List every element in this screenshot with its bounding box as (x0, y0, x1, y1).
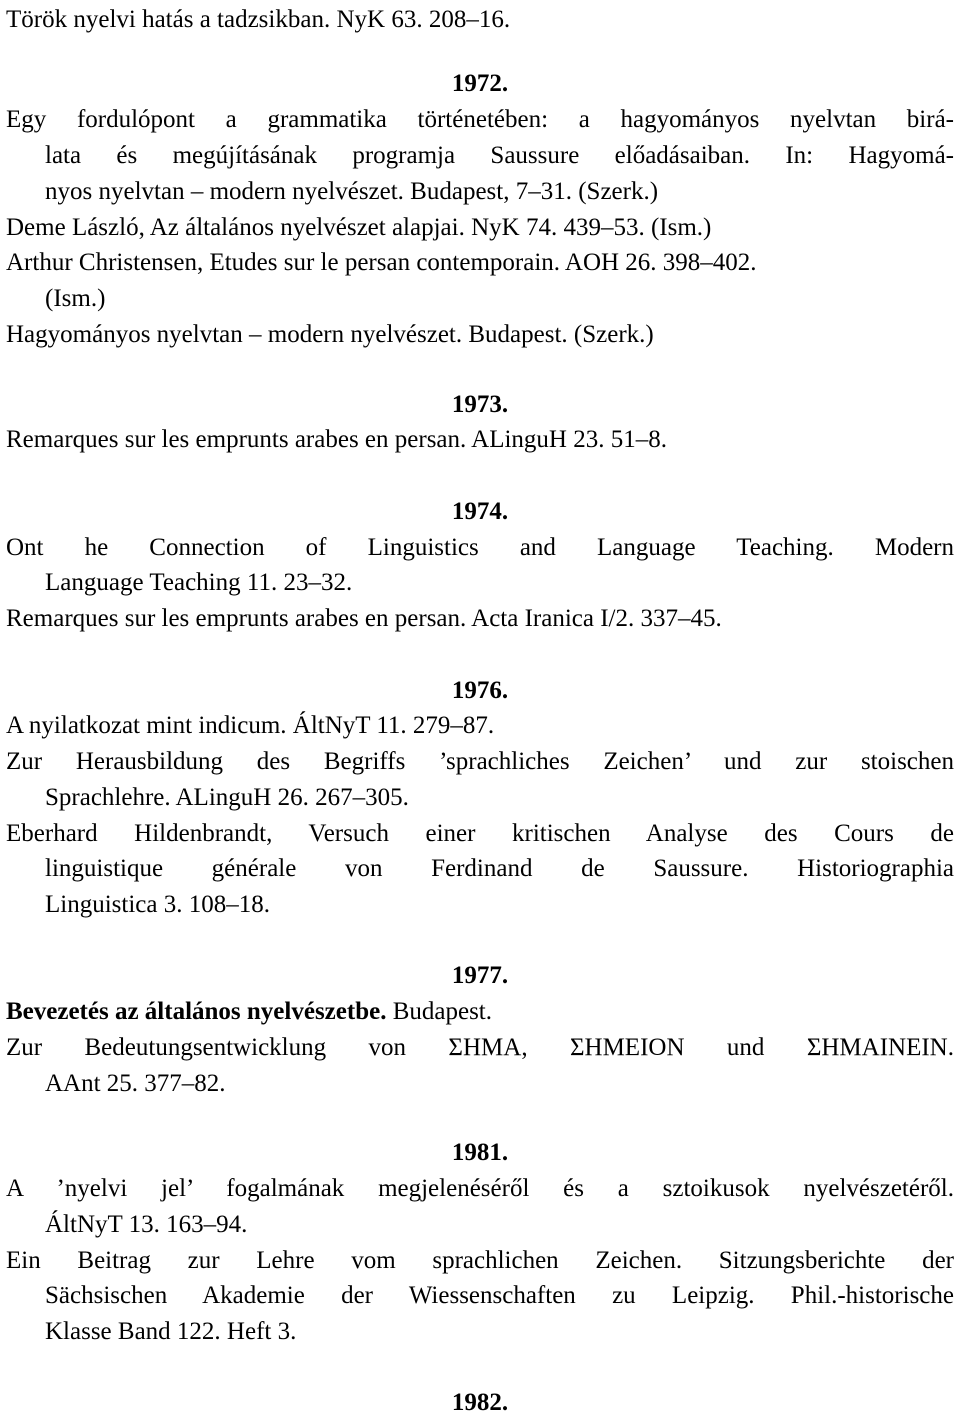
book-place: Budapest. (386, 998, 492, 1025)
entry-line: Linguistica 3. 108–18. (45, 891, 270, 918)
entry-line: Zur Bedeutungsentwicklung von ΣΗΜΑ, ΣΗΜΕΙΟΝ und ΣΗΜΑΙΝΕΙΝ. (6, 1034, 954, 1061)
entry-line: nyos nyelvtan – modern nyelvészet. Budapest, 7–31. (Szerk.) (45, 178, 659, 205)
entry-line: Eberhard Hildenbrandt, Versuch einer kritischen Analyse des Cours de (6, 820, 954, 847)
entry-line: AAnt 25. 377–82. (45, 1070, 226, 1097)
entry-line: Ont he Connection of Linguistics and Language Teaching. Modern (6, 534, 954, 561)
entry-line: Sprachlehre. ALinguH 26. 267–305. (45, 784, 409, 811)
entry-line: (Ism.) (45, 285, 106, 312)
entry-line: Hagyományos nyelvtan – modern nyelvészet. Budapest. (Szerk.) (6, 321, 654, 348)
entry-line: Remarques sur les emprunts arabes en persan. Acta Iranica I/2. 337–45. (6, 605, 722, 632)
year-heading-1974: 1974. (451, 498, 509, 525)
entry-line: Sächsischen Akademie der Wiessenschaften zu Leipzig. Phil.-historische (45, 1282, 954, 1309)
entry-line: Language Teaching 11. 23–32. (45, 569, 353, 596)
entry-line (6, 995, 954, 1028)
entry-line: Ein Beitrag zur Lehre vom sprachlichen Zeichen. Sitzungsberichte der (6, 1247, 954, 1274)
entry-line: Zur Herausbildung des Begriffs ’sprachliches Zeichen’ und zur stoischen (6, 748, 954, 775)
entry-line: Török nyelvi hatás a tadzsikban. NyK 63. 208–16. (6, 6, 511, 33)
entry-line: A nyilatkozat mint indicum. ÁltNyT 11. 279–87. (6, 712, 495, 739)
entry-line: Egy fordulópont a grammatika történetében: a hagyományos nyelvtan birá- (6, 106, 954, 133)
entry-line: Klasse Band 122. Heft 3. (45, 1318, 297, 1345)
entry-line: Deme László, Az általános nyelvészet alapjai. NyK 74. 439–53. (Ism.) (6, 214, 712, 241)
entry-line: ÁltNyT 13. 163–94. (45, 1211, 248, 1238)
entry-line: A ’nyelvi jel’ fogalmának megjelenéséről és a sztoikusok nyelvészetéről. (6, 1175, 954, 1202)
year-heading-1982: 1982. (451, 1389, 509, 1416)
year-heading-1977: 1977. (451, 962, 509, 989)
entry-line: lata és megújításának programja Saussure előadásaiban. In: Hagyomá- (45, 142, 954, 169)
year-heading-1972: 1972. (451, 70, 509, 97)
year-heading-1976: 1976. (451, 677, 509, 704)
book-title: Bevezetés az általános nyelvészetbe. (6, 998, 387, 1025)
year-heading-1981: 1981. (451, 1139, 509, 1166)
year-heading-1973: 1973. (451, 391, 509, 418)
entry-line: linguistique générale von Ferdinand de Saussure. Historiographia (45, 855, 954, 882)
entry-line: Arthur Christensen, Etudes sur le persan contemporain. AOH 26. 398–402. (6, 249, 757, 276)
entry-line: Remarques sur les emprunts arabes en persan. ALinguH 23. 51–8. (6, 426, 667, 453)
